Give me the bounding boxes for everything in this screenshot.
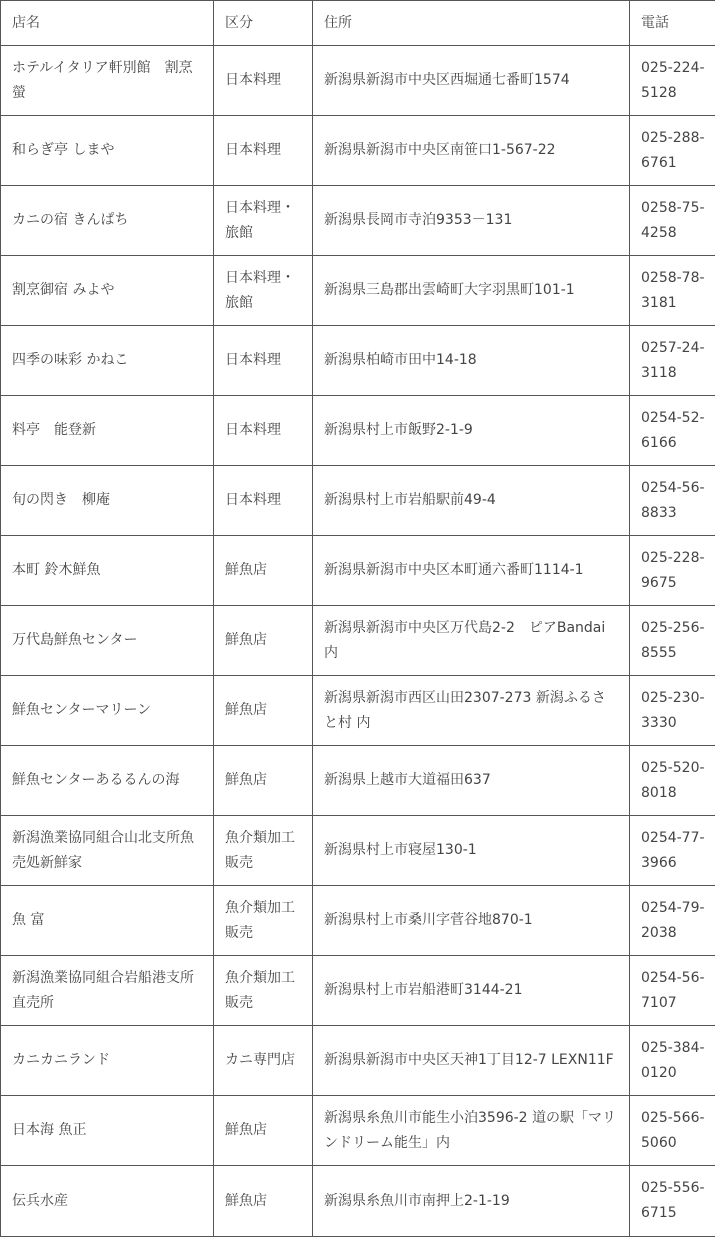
- table-row: [1, 326, 715, 396]
- table-row: [1, 606, 715, 676]
- cell-address: 新潟県村上市岩船駅前49-4: [313, 466, 630, 536]
- table-row: [1, 186, 715, 256]
- table-row: [1, 746, 715, 816]
- cell-phone: 0258-78-3181: [630, 256, 715, 326]
- cell-phone: 025-256-8555: [630, 606, 715, 676]
- table-row: [1, 46, 715, 116]
- table-row: [1, 466, 715, 536]
- cell-category: 日本料理・旅館: [214, 186, 313, 256]
- cell-phone: 0254-77-3966: [630, 816, 715, 886]
- cell-phone: 0254-56-8833: [630, 466, 715, 536]
- table-row: [1, 396, 715, 466]
- cell-store-name: 料亭 能登新: [1, 396, 214, 466]
- cell-store-name: 万代島鮮魚センター: [1, 606, 214, 676]
- cell-store-name: 伝兵水産: [1, 1166, 214, 1237]
- cell-store-name: カニの宿 きんぱち: [1, 186, 214, 256]
- cell-address: 新潟県新潟市中央区本町通六番町1114-1: [313, 536, 630, 606]
- cell-phone: 025-224-5128: [630, 46, 715, 116]
- cell-address: 新潟県村上市飯野2-1-9: [313, 396, 630, 466]
- cell-address: 新潟県糸魚川市能生小泊3596-2 道の駅「マリンドリーム能生」内: [313, 1096, 630, 1166]
- cell-store-name: 本町 鈴木鮮魚: [1, 536, 214, 606]
- table-body: [1, 46, 715, 1237]
- cell-category: 魚介類加工販売: [214, 816, 313, 886]
- table-row: [1, 1166, 715, 1237]
- table-row: [1, 256, 715, 326]
- cell-store-name: 魚 富: [1, 886, 214, 956]
- cell-address: 新潟県新潟市中央区西堀通七番町1574: [313, 46, 630, 116]
- cell-address: 新潟県新潟市中央区南笹口1-567-22: [313, 116, 630, 186]
- cell-store-name: 割烹御宿 みよや: [1, 256, 214, 326]
- cell-address: 新潟県柏崎市田中14-18: [313, 326, 630, 396]
- table-row: [1, 116, 715, 186]
- cell-phone: 025-230-3330: [630, 676, 715, 746]
- cell-phone: 025-566-5060: [630, 1096, 715, 1166]
- cell-address: 新潟県村上市桑川字菅谷地870-1: [313, 886, 630, 956]
- cell-address: 新潟県三島郡出雲崎町大字羽黒町101-1: [313, 256, 630, 326]
- header-store-name: 店名: [1, 1, 214, 46]
- cell-store-name: 鮮魚センターあるるんの海: [1, 746, 214, 816]
- cell-category: 魚介類加工販売: [214, 886, 313, 956]
- cell-category: 鮮魚店: [214, 1096, 313, 1166]
- cell-category: 鮮魚店: [214, 746, 313, 816]
- cell-store-name: 和らぎ亭 しまや: [1, 116, 214, 186]
- table-row: [1, 886, 715, 956]
- cell-store-name: ホテルイタリア軒別館 割烹 螢: [1, 46, 214, 116]
- cell-category: 日本料理: [214, 396, 313, 466]
- cell-category: 魚介類加工販売: [214, 956, 313, 1026]
- cell-phone: 0254-56-7107: [630, 956, 715, 1026]
- cell-category: 日本料理: [214, 466, 313, 536]
- table-row: [1, 956, 715, 1026]
- cell-phone: 025-384-0120: [630, 1026, 715, 1096]
- cell-store-name: カニカニランド: [1, 1026, 214, 1096]
- cell-category: 日本料理: [214, 326, 313, 396]
- cell-address: 新潟県村上市寝屋130-1: [313, 816, 630, 886]
- cell-phone: 0254-52-6166: [630, 396, 715, 466]
- table-row: [1, 1026, 715, 1096]
- cell-category: 鮮魚店: [214, 676, 313, 746]
- cell-category: 鮮魚店: [214, 536, 313, 606]
- cell-category: 鮮魚店: [214, 1166, 313, 1237]
- cell-address: 新潟県村上市岩船港町3144-21: [313, 956, 630, 1026]
- cell-address: 新潟県新潟市中央区天神1丁目12-7 LEXN11F: [313, 1026, 630, 1096]
- cell-store-name: 旬の閃き 柳庵: [1, 466, 214, 536]
- cell-address: 新潟県長岡市寺泊9353－131: [313, 186, 630, 256]
- cell-phone: 025-288-6761: [630, 116, 715, 186]
- cell-phone: 0254-79-2038: [630, 886, 715, 956]
- cell-store-name: 四季の味彩 かねこ: [1, 326, 214, 396]
- table-row: [1, 676, 715, 746]
- cell-address: 新潟県新潟市中央区万代島2-2 ピアBandai 内: [313, 606, 630, 676]
- cell-store-name: 鮮魚センターマリーン: [1, 676, 214, 746]
- header-address: 住所: [313, 1, 630, 46]
- table-header-row: [1, 1, 715, 46]
- header-phone: 電話: [630, 1, 715, 46]
- cell-phone: 025-556-6715: [630, 1166, 715, 1237]
- table-row: [1, 816, 715, 886]
- cell-category: 鮮魚店: [214, 606, 313, 676]
- header-category: 区分: [214, 1, 313, 46]
- cell-address: 新潟県糸魚川市南押上2-1-19: [313, 1166, 630, 1237]
- table-row: [1, 536, 715, 606]
- cell-category: カニ専門店: [214, 1026, 313, 1096]
- cell-category: 日本料理・旅館: [214, 256, 313, 326]
- cell-phone: 025-520-8018: [630, 746, 715, 816]
- cell-store-name: 日本海 魚正: [1, 1096, 214, 1166]
- table-row: [1, 1096, 715, 1166]
- cell-address: 新潟県上越市大道福田637: [313, 746, 630, 816]
- cell-phone: 0257-24-3118: [630, 326, 715, 396]
- cell-phone: 0258-75-4258: [630, 186, 715, 256]
- cell-category: 日本料理: [214, 116, 313, 186]
- cell-phone: 025-228-9675: [630, 536, 715, 606]
- cell-store-name: 新潟漁業協同組合岩船港支所 直売所: [1, 956, 214, 1026]
- cell-store-name: 新潟漁業協同組合山北支所魚売処新鮮家: [1, 816, 214, 886]
- cell-address: 新潟県新潟市西区山田2307-273 新潟ふるさと村 内: [313, 676, 630, 746]
- cell-category: 日本料理: [214, 46, 313, 116]
